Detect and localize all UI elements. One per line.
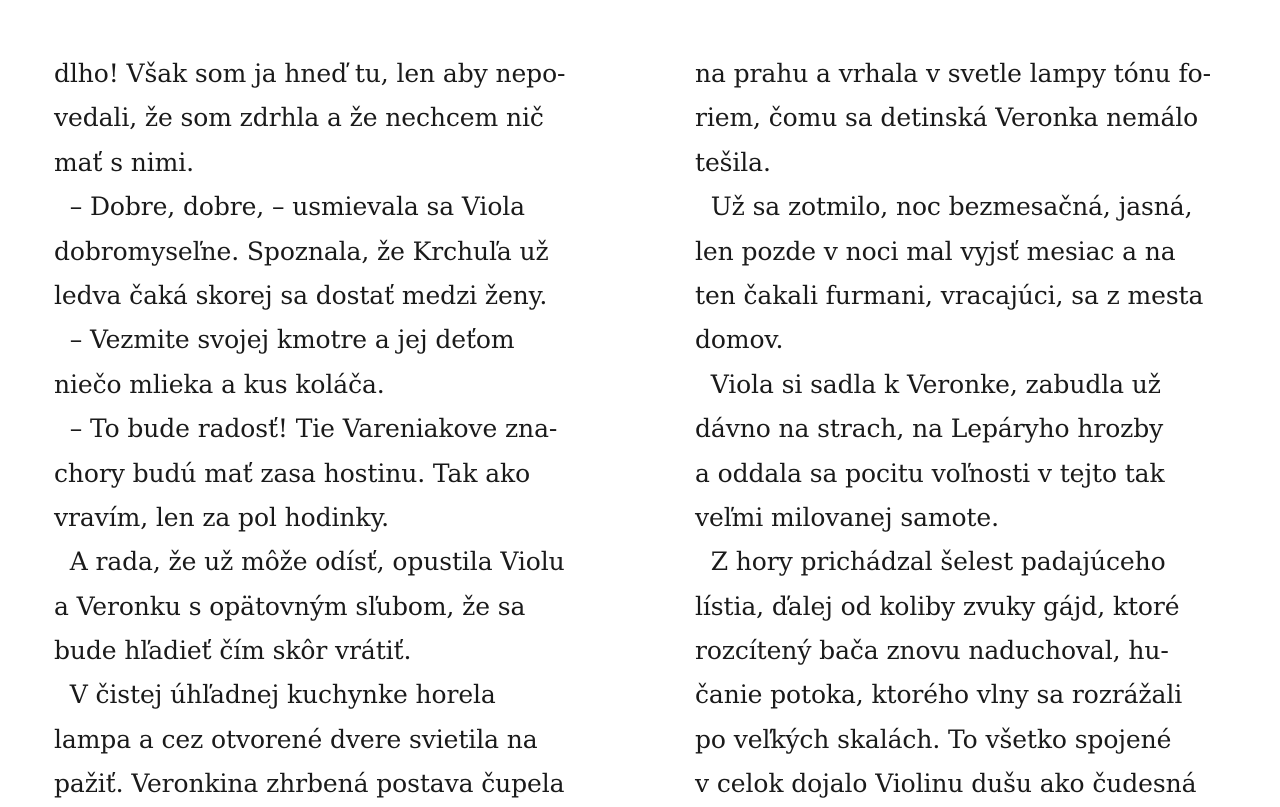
left-page-text [54, 52, 654, 807]
text-line: dlho! Však som ja hneď tu, len aby nepo- [54, 59, 566, 88]
text-line: – To bude radosť! Tie Vareniakove zna- [54, 414, 558, 444]
text-line: vedali, že som zdrhla a že nechcem nič [54, 103, 544, 133]
text-line: lístia, ďalej od koliby zvuky gájd, ktoré [695, 591, 1180, 621]
text-line: V čistej úhľadnej kuchynke horela [54, 680, 496, 710]
text-line: pažiť. Veronkina zhrbená postava čupela [54, 769, 565, 799]
text-line: – Vezmite svojej kmotre a jej deťom [54, 325, 515, 355]
text-line: ledva čaká skorej sa dostať medzi ženy. [54, 280, 548, 310]
text-line: Z hory prichádzal šelest padajúceho [695, 547, 1166, 577]
text-line: veľmi milovanej samote. [695, 502, 999, 532]
text-line: Viola si sadla k Veronke, zabudla už [695, 369, 1161, 399]
text-line: po veľkých skalách. To všetko spojené [695, 724, 1172, 754]
text-line: ten čakali furmani, vracajúci, sa z mesta [695, 280, 1204, 310]
text-line: rozcítený bača znovu naduchoval, hu- [695, 636, 1169, 666]
text-line: niečo mlieka a kus koláča. [54, 369, 385, 399]
text-line: Už sa zotmilo, noc bezmesačná, jasná, [695, 192, 1193, 222]
text-line: A rada, že už môže odísť, opustila Violu [54, 547, 565, 577]
text-line: mať s nimi. [54, 147, 195, 177]
text-line: lampa a cez otvorené dvere svietila na [54, 724, 538, 754]
text-line: tešila. [695, 147, 771, 177]
text-line: bude hľadieť čím skôr vrátiť. [54, 636, 412, 666]
text-line: domov. [695, 325, 784, 355]
text-line: chory budú mať zasa hostinu. Tak ako [54, 458, 531, 488]
right-page-text [695, 52, 1280, 807]
text-line: riem, čomu sa detinská Veronka nemálo [695, 103, 1199, 133]
text-line: a oddala sa pocitu voľnosti v tejto tak [695, 458, 1165, 488]
text-line: na prahu a vrhala v svetle lampy tónu fo- [695, 59, 1211, 88]
text-line: dávno na strach, na Lepáryho hrozby [695, 414, 1164, 444]
text-line: čanie potoka, ktorého vlny sa rozrážali [695, 680, 1183, 710]
text-line: dobromyseľne. Spoznala, že Krchuľa už [54, 236, 549, 266]
text-line: v celok dojalo Violinu dušu ako čudesná [695, 769, 1197, 799]
text-line: a Veronku s opätovným sľubom, že sa [54, 591, 526, 621]
text-line: – Dobre, dobre, – usmievala sa Viola [54, 192, 525, 222]
text-line: len pozde v noci mal vyjsť mesiac a na [695, 236, 1176, 266]
text-line: vravím, len za pol hodinky. [54, 502, 390, 532]
